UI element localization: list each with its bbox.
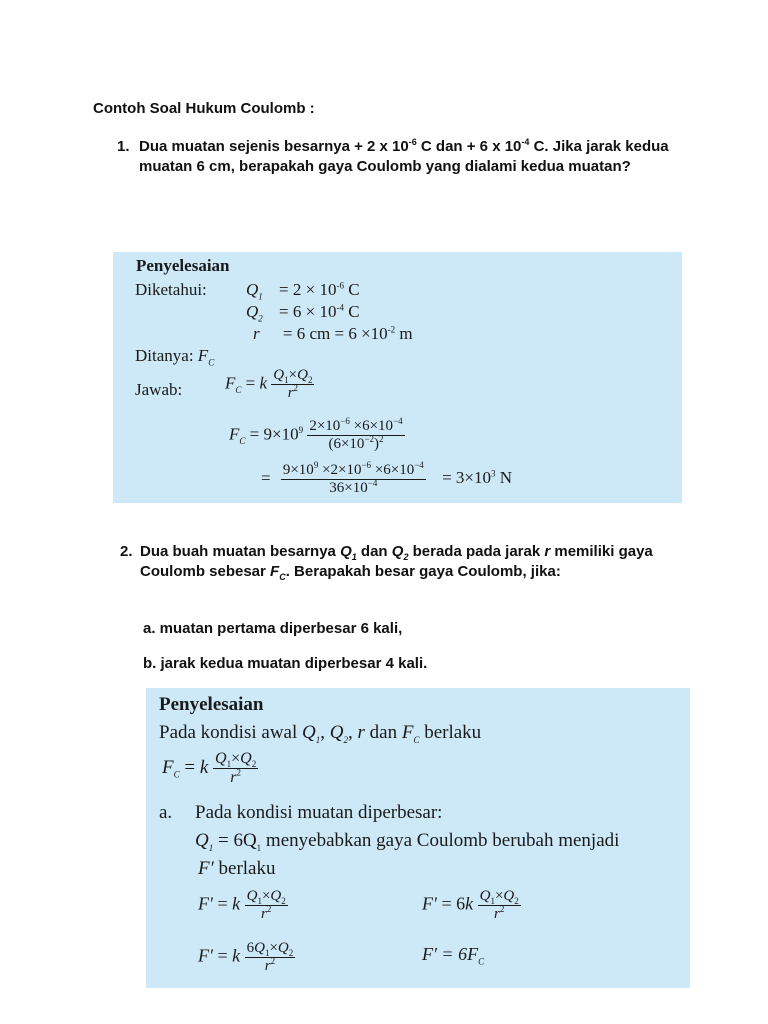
part-a-label: a. <box>159 802 173 823</box>
jawab-label: Jawab: <box>135 380 183 399</box>
solution-2-eq-base: $F_C = k$ $\frac{Q_1\times Q_2}{r^2}$ <box>162 750 257 786</box>
eq-f-prime-2: F′ = 6k $\frac{Q_1\times Q_2}{r^2}$ <box>422 888 519 922</box>
question-2-part-b: b. jarak kedua muatan diperbesar 4 kali. <box>143 655 428 672</box>
question-1-number: 1. <box>117 138 130 155</box>
solution-1-heading: Penyelesaian <box>136 256 230 275</box>
question-1-text: Dua muatan sejenis besarnya + 2 x $10^{-6}$ C dan + 6 x $10^{-4}$ C. Jika jarak kedua muatan 6 cm, berapakah gaya Coulomb yang dialami kedua muatan? <box>139 137 669 175</box>
part-a-text: Pada kondisi muatan diperbesar: <box>195 802 443 823</box>
eq-f-prime-3: F′ = k $\frac{6Q_1\times Q_2}{r^2}$ <box>198 940 294 974</box>
page-title: Contoh Soal Hukum Coulomb : <box>93 100 315 117</box>
given-r: r = 6 cm = $6 \times 10^{-2}$ m <box>253 324 413 343</box>
solution-2-box <box>146 688 690 988</box>
solution-2-heading: Penyelesaian <box>159 694 264 715</box>
equation-3: = $\frac{9\times 10^9 \times 2\times 10^{-6} \times 6\times 10^{-4}}{36\times 10^{-4}}$ = $3\times 10^3$ N <box>261 460 513 496</box>
question-1 <box>117 137 677 177</box>
eq-f-prime-1: F′ = k $\frac{Q_1\times Q_2}{r^2}$ <box>198 888 286 922</box>
solution-1-box <box>113 252 682 503</box>
equation-2: $F_C = 9\times 10^9$ $\frac{2\times 10^{-6} \times 6\times 10^{-4}}{(6\times 10^{-2})^2}$ <box>229 416 403 452</box>
ditanya-line: Ditanya: $F_C$ <box>135 346 215 368</box>
question-2-part-a: a. muatan pertama diperbesar 6 kali, <box>143 620 403 637</box>
given-q2: $Q_2 = 6 \times 10^{-4}$ C <box>246 302 360 324</box>
result: = $3\times 10^3$ N <box>442 468 513 488</box>
given-q1: $Q_1 = 2 \times 10^{-6}$ C <box>246 280 360 302</box>
eq-f-prime-4: $F' = 6F_C$ <box>422 944 485 967</box>
part-a-berlaku: F′ berlaku <box>198 858 276 879</box>
diketahui-label: Diketahui: <box>135 280 207 299</box>
question-2 <box>120 542 660 582</box>
question-2-number: 2. <box>120 543 133 560</box>
solution-2-intro: Pada kondisi awal $Q_1$, $Q_2$, r dan $F_C$ berlaku <box>159 722 482 745</box>
question-2-text: Dua buah muatan besarnya $Q_1$ dan $Q_2$ berada pada jarak r memiliki gaya Coulomb sebesar $F_C$. Berapakah besar gaya Coulomb, jika: <box>140 543 653 582</box>
equation-1: $F_C = k$ $\frac{Q_1\times Q_2}{r^2}$ <box>225 367 313 401</box>
part-a-line: $Q_1 = 6Q_1$ menyebabkan gaya Coulomb berubah menjadi <box>195 830 620 853</box>
